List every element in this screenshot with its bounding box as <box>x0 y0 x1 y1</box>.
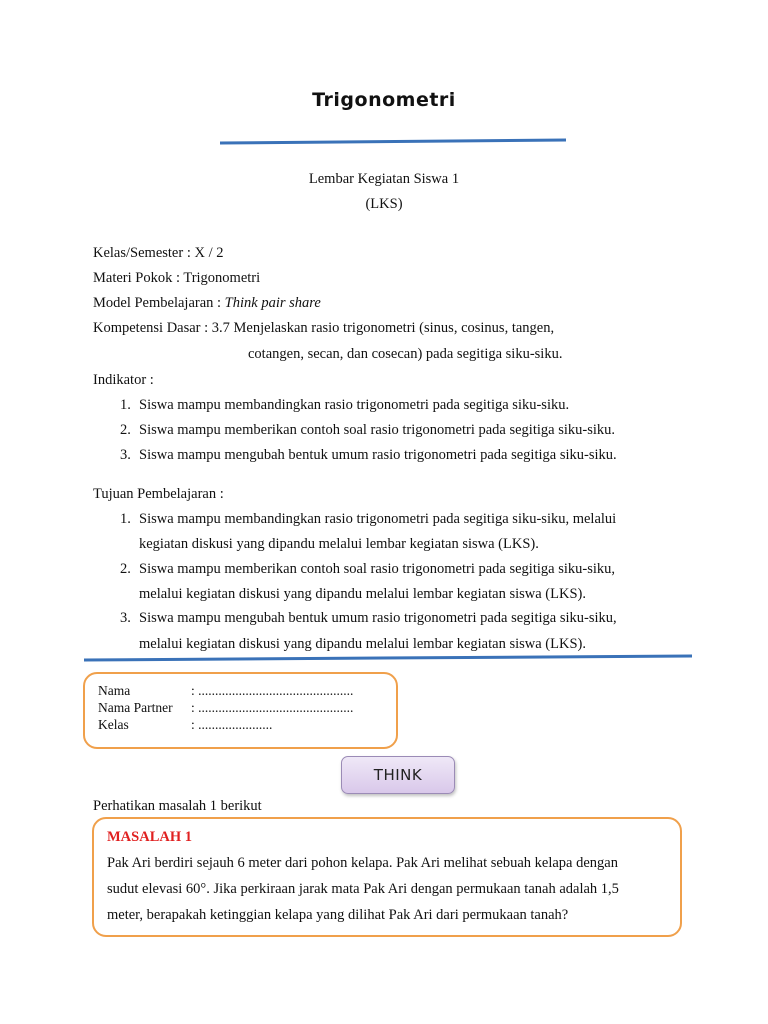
indikator-num-3: 3. <box>120 447 131 463</box>
masalah-line3: meter, berapakah ketinggian kelapa yang dilihat Pak Ari dari permukaan tanah? <box>107 907 569 923</box>
subtitle-line1: Lembar Kegiatan Siswa 1 <box>308 171 460 187</box>
partner-row <box>98 700 353 716</box>
model-label: Model Pembelajaran : <box>93 295 225 311</box>
document-title: Trigonometri <box>312 89 456 111</box>
tujuan-num-1: 1. <box>120 511 131 527</box>
tujuan-item-2-line1: Siswa mampu memberikan contoh soal rasio trigonometri pada segitiga siku-siku, <box>139 561 615 577</box>
nama-field[interactable]: : .............................................. <box>191 683 354 698</box>
tujuan-item-3-line2: melalui kegiatan diskusi yang dipandu melalui lembar kegiatan siswa (LKS). <box>139 636 586 652</box>
tujuan-item-1-line2: kegiatan diskusi yang dipandu melalui lembar kegiatan siswa (LKS). <box>139 536 539 552</box>
materi-pokok: Materi Pokok : Trigonometri <box>93 270 261 286</box>
masalah-title: MASALAH 1 <box>107 829 192 845</box>
partner-label: Nama Partner <box>98 700 173 715</box>
tujuan-item-3-line1: Siswa mampu mengubah bentuk umum rasio trigonometri pada segitiga siku-siku, <box>139 610 617 626</box>
tujuan-heading: Tujuan Pembelajaran : <box>93 486 224 502</box>
think-button: THINK <box>341 756 455 794</box>
tujuan-item-1-line1: Siswa mampu membandingkan rasio trigonometri pada segitiga siku-siku, melalui <box>139 511 617 527</box>
kompetensi-line1: Kompetensi Dasar : 3.7 Menjelaskan rasio trigonometri (sinus, cosinus, tangen, <box>93 320 555 336</box>
masalah-line2: sudut elevasi 60°. Jika perkiraan jarak mata Pak Ari dengan permukaan tanah adalah 1,5 <box>107 881 619 897</box>
indikator-heading: Indikator : <box>93 372 154 388</box>
tujuan-num-2: 2. <box>120 561 131 577</box>
tujuan-item-2-line2: melalui kegiatan diskusi yang dipandu melalui lembar kegiatan siswa (LKS). <box>139 586 586 602</box>
indikator-item-3: Siswa mampu mengubah bentuk umum rasio trigonometri pada segitiga siku-siku. <box>139 447 617 463</box>
partner-field[interactable]: : .............................................. <box>191 700 354 715</box>
tujuan-num-3: 3. <box>120 610 131 626</box>
indikator-item-2: Siswa mampu memberikan contoh soal rasio trigonometri pada segitiga siku-siku. <box>139 422 615 438</box>
title-underline <box>218 137 568 147</box>
masalah-intro: Perhatikan masalah 1 berikut <box>93 798 262 814</box>
indikator-num-1: 1. <box>120 397 131 413</box>
kelas-row <box>98 717 272 733</box>
kelas-field[interactable]: : ...................... <box>191 717 273 732</box>
kelas-label: Kelas <box>98 717 129 732</box>
section-divider <box>82 652 694 662</box>
model-pembelajaran <box>93 295 321 312</box>
kompetensi-line2: cotangen, secan, dan cosecan) pada segitiga siku-siku. <box>248 346 563 362</box>
subtitle-line2: (LKS) <box>365 196 403 212</box>
masalah-line1: Pak Ari berdiri sejauh 6 meter dari pohon kelapa. Pak Ari melihat sebuah kelapa dengan <box>107 855 618 871</box>
nama-label: Nama <box>98 683 131 698</box>
model-value: Think pair share <box>224 295 321 311</box>
kelas-semester: Kelas/Semester : X / 2 <box>93 245 224 261</box>
indikator-num-2: 2. <box>120 422 131 438</box>
nama-row <box>98 683 353 699</box>
indikator-item-1: Siswa mampu membandingkan rasio trigonometri pada segitiga siku-siku. <box>139 397 570 413</box>
